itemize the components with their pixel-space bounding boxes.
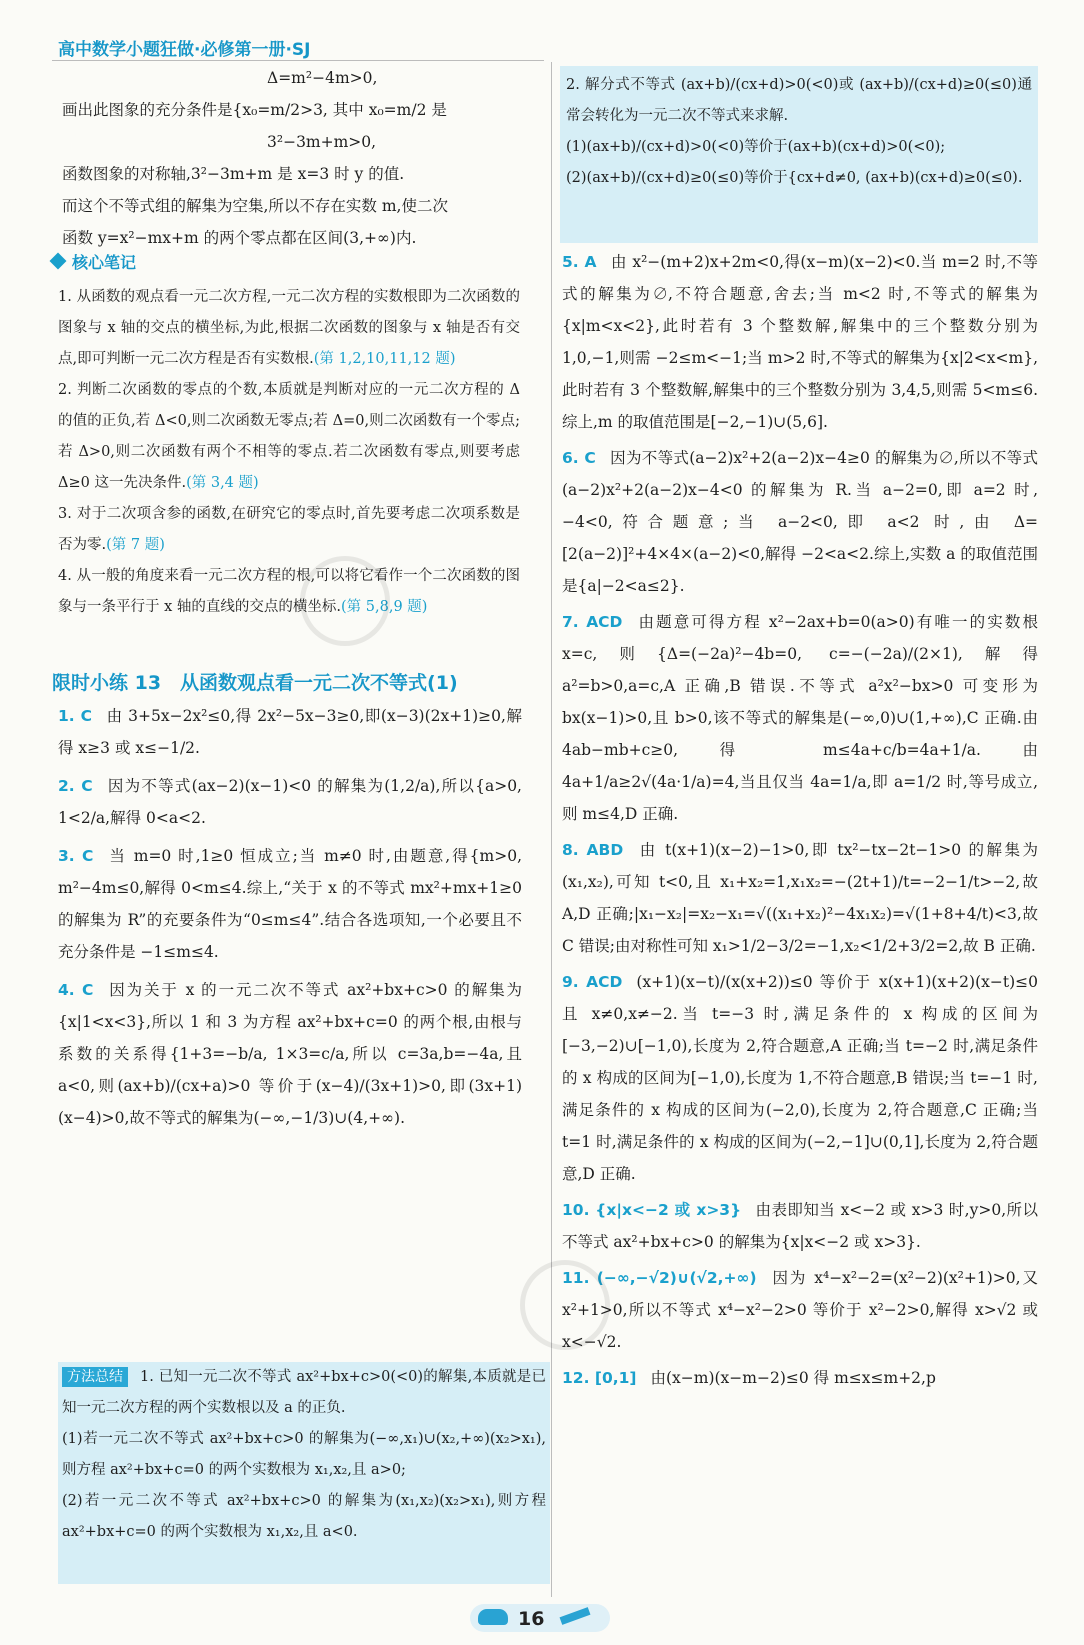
note-ref: (第 1,2,10,11,12 题) (313, 351, 456, 367)
method-text: 1. 已知一元二次不等式 ax²+bx+c>0(<0)的解集,本质就是已知一元二次方程的两个实数根以及 a 的正负. (62, 1369, 546, 1416)
watermark-seal (520, 1260, 610, 1350)
note-ref: (第 3,4 题) (186, 475, 259, 491)
answer-number: 12. [0,1] (562, 1369, 637, 1387)
answer-text: (x+1)(x−t)/(x(x+2))≤0 等价于 x(x+1)(x+2)(x−t)≤0 且 x≠0,x≠−2.当 t=−3 时,满足条件的 x 构成的区间为[−3,−2)∪[−1,0),长度为 2,符合题意,A 正确;当 t=−2 时,满足条件的 x 构成的区间为[−1,0),长度为 1,不符合题意,B 错误;当 t=−1 时,满足条件的 x 构成的区间为(−2,0),长度为 2,符合题意,C 正确;当 t=1 时,满足条件的 x 构成的区间为(−2,−1]∪(0,1],长度为 2,符合题意,D 正确. (562, 973, 1038, 1183)
answer-item (58, 770, 522, 834)
note-text: 2. 判断二次函数的零点的个数,本质就是判断对应的一元二次方程的 Δ 的值的正负,若 Δ<0,则二次函数无零点;若 Δ=0,则二次函数有一个零点;若 Δ>0,则二次函数有两个不相等的零点.若二次函数有零点,则要考虑 Δ≥0 这一先决条件. (58, 382, 520, 491)
answer-number: 4. C (58, 981, 94, 999)
note-item (58, 561, 520, 623)
tip-line: 2. 解分式不等式 (ax+b)/(cx+d)>0(<0)或 (ax+b)/(cx+d)≥0(≤0)通常会转化为一元二次不等式来求解. (566, 77, 1032, 124)
answer-item (562, 1262, 1038, 1358)
answer-number: 9. ACD (562, 973, 623, 991)
method-line: (1)若一元二次不等式 ax²+bx+c>0 的解集为(−∞,x₁)∪(x₂,+∞)(x₂>x₁),则方程 ax²+bx+c=0 的两个实数根为 x₁,x₂,且 a>0; (62, 1431, 546, 1478)
page-number: 16 (518, 1608, 545, 1630)
answer-number: 7. ACD (562, 613, 623, 631)
answer-text: 因为关于 x 的一元二次不等式 ax²+bx+c>0 的解集为{x|1<x<3},所以 1 和 3 为方程 ax²+bx+c=0 的两个根,由根与系数的关系得{1+3=−b/a, 1×3=c/a,所以 c=3a,b=−4a,且 a<0,则(ax+b)/(cx+a)>0 等价于(x−4)/(3x+1)>0,即(3x+1)(x−4)>0,故不等式的解集为(−∞,−1/3)∪(4,+∞). (58, 981, 522, 1127)
right-answers (562, 246, 1038, 1394)
note-item (58, 375, 520, 499)
answer-item (58, 700, 522, 764)
notes-list (58, 282, 520, 623)
answer-item (58, 974, 522, 1134)
note-ref: (第 5,8,9 题) (341, 599, 428, 615)
method-summary (62, 1362, 546, 1548)
note-text: 4. 从一般的角度来看一元二次方程的根,可以将它看作一个二次函数的图象与一条平行于 x 轴的直线的交点的横坐标. (58, 568, 520, 615)
note-text: 1. 从函数的观点看一元二次方程,一元二次方程的实数根即为二次函数的图象与 x 轴的交点的横坐标,为此,根据二次函数的图象与 x 轴是否有交点,即可判断一元二次方程是否有实数根. (58, 289, 520, 367)
note-text: 3. 对于二次项含参的函数,在研究它的零点时,首先要考虑二次项系数是否为零. (58, 506, 520, 553)
answer-item (562, 1362, 1038, 1394)
answer-text: 因为不等式(ax−2)(x−1)<0 的解集为(1,2/a),所以{a>0, 1<2/a,解得 0<a<2. (58, 777, 522, 827)
answer-text: 由(x−m)(x−m−2)≤0 得 m≤x≤m+2,p (650, 1369, 936, 1387)
answer-text: 因为 x⁴−x²−2=(x²−2)(x²+1)>0,又 x²+1>0,所以不等式 x⁴−x²−2>0 等价于 x²−2>0,解得 x>√2 或 x<−√2. (562, 1269, 1038, 1351)
answer-number: 8. ABD (562, 841, 624, 859)
answer-item (562, 1194, 1038, 1258)
watermark-seal (300, 556, 390, 646)
answer-item (562, 246, 1038, 438)
answer-item (562, 442, 1038, 602)
tip-line: (1)(ax+b)/(cx+d)>0(<0)等价于(ax+b)(cx+d)>0(<0); (566, 139, 946, 155)
answer-item (562, 606, 1038, 830)
answer-number: 11. (−∞,−√2)∪(√2,+∞) (562, 1269, 757, 1287)
answer-item (562, 834, 1038, 962)
answer-text: 由题意可得方程 x²−2ax+b=0(a>0)有唯一的实数根 x=c,则{Δ=(−2a)²−4b=0, c=−(−2a)/(2×1),解得 a²=b>0,a=c,A 正确,B 错误.不等式 a²x²−bx>0 可变形为 bx(x−1)>0,且 b>0,该不等式的解集是(−∞,0)∪(1,+∞),C 正确.由 4ab−mb+c≥0,得 m≤4a+c/b=4a+1/a.由 4a+1/a≥2√(4a·1/a)=4,当且仅当 4a=1/a,即 a=1/2 时,等号成立,则 m≤4,D 正确. (562, 613, 1038, 823)
notes-title-text: 核心笔记 (72, 253, 137, 272)
note-item (58, 282, 520, 375)
answer-text: 由表即知当 x<−2 或 x>3 时,y>0,所以不等式 ax²+bx+c>0 的解集为{x|x<−2 或 x>3}. (562, 1201, 1038, 1251)
intro-line: Δ=m²−4m>0, (267, 69, 378, 87)
left-answers (58, 700, 522, 1134)
answer-number: 1. C (58, 707, 93, 725)
answer-item (58, 840, 522, 968)
method-line (62, 1362, 546, 1424)
note-item (58, 499, 520, 561)
tip-line: (2)(ax+b)/(cx+d)≥0(≤0)等价于{cx+d≠0, (ax+b)(cx+d)≥0(≤0). (566, 170, 1023, 186)
intro-line: 3²−3m+m>0, (267, 133, 377, 151)
answer-number: 6. C (562, 449, 596, 467)
answer-number: 2. C (58, 777, 93, 795)
intro-block (62, 62, 542, 254)
intro-line: 画出此图象的充分条件是{x₀=m/2>3, 其中 x₀=m/2 是 (62, 101, 447, 119)
answer-item (562, 966, 1038, 1190)
answer-number: 10. {x|x<−2 或 x>3} (562, 1201, 742, 1219)
book-title: 高中数学小题狂做·必修第一册·SJ (58, 40, 311, 60)
answer-text: 由 x²−(m+2)x+2m<0,得(x−m)(x−2)<0.当 m=2 时,不等式的解集为∅,不符合题意,舍去;当 m<2 时,不等式的解集为{x|m<x<2},此时若有 3 个整数解,解集中的三个整数分别为 1,0,−1,则需 −2≤m<−1;当 m>2 时,不等式的解集为{x|2<x<m},此时若有 3 个整数解,解集中的三个整数分别为 3,4,5,则需 5<m≤6.综上,m 的取值范围是[−2,−1)∪(5,6]. (562, 253, 1038, 431)
method-line: (2)若一元二次不等式 ax²+bx+c>0 的解集为(x₁,x₂)(x₂>x₁),则方程 ax²+bx+c=0 的两个实数根为 x₁,x₂,且 a<0. (62, 1493, 546, 1540)
answer-number: 5. A (562, 253, 597, 271)
method-tag: 方法总结 (62, 1367, 128, 1387)
header-rule (52, 60, 544, 61)
answer-text: 由 3+5x−2x²≤0,得 2x²−5x−3≥0,即(x−3)(2x+1)≥0,解得 x≥3 或 x≤−1/2. (58, 707, 522, 757)
answer-number: 3. C (58, 847, 94, 865)
intro-line: 函数图象的对称轴,3²−3m+m 是 x=3 时 y 的值. (62, 165, 405, 183)
intro-line: 函数 y=x²−mx+m 的两个零点都在区间(3,+∞)内. (62, 229, 417, 247)
column-divider (551, 62, 552, 1597)
answer-text: 当 m=0 时,1≥0 恒成立;当 m≠0 时,由题意,得{m>0, m²−4m≤0,解得 0<m≤4.综上,“关于 x 的不等式 mx²+mx+1≥0 的解集为 R”的充要条件为“0≤m≤4”.结合各选项知,一个必要且不充分条件是 −1≤m≤4. (58, 847, 523, 961)
section-title: 限时小练 13 从函数观点看一元二次不等式(1) (52, 672, 458, 694)
answer-text: 因为不等式(a−2)x²+2(a−2)x−4≥0 的解集为∅,所以不等式(a−2)x²+2(a−2)x−4<0 的解集为 R.当 a−2=0,即 a=2 时,−4<0,符合题意;当 a−2<0,即 a<2 时,由 Δ=[2(a−2)]²+4×4×(a−2)<0,解得 −2<a<2.综上,实数 a 的取值范围是{a|−2<a≤2}. (562, 449, 1038, 595)
fraction-tip (566, 70, 1032, 194)
notes-title (52, 250, 136, 273)
intro-line: 而这个不等式组的解集为空集,所以不存在实数 m,使二次 (62, 197, 448, 215)
answer-text: 由 t(x+1)(x−2)−1>0,即 tx²−tx−2t−1>0 的解集为(x₁,x₂),可知 t<0,且 x₁+x₂=1,x₁x₂=−(2t+1)/t=−2−1/t>−2,故 A,D 正确;|x₁−x₂|=x₂−x₁=√((x₁+x₂)²−4x₁x₂)=√(1+8+4/t)<3,故 C 错误;由对称性可知 x₁>1/2−3/2=−1,x₂<1/2+3/2=2,故 B 正确. (562, 841, 1038, 955)
note-ref: (第 7 题) (106, 537, 165, 553)
cloud-icon (478, 1609, 508, 1625)
diamond-icon (50, 253, 67, 270)
